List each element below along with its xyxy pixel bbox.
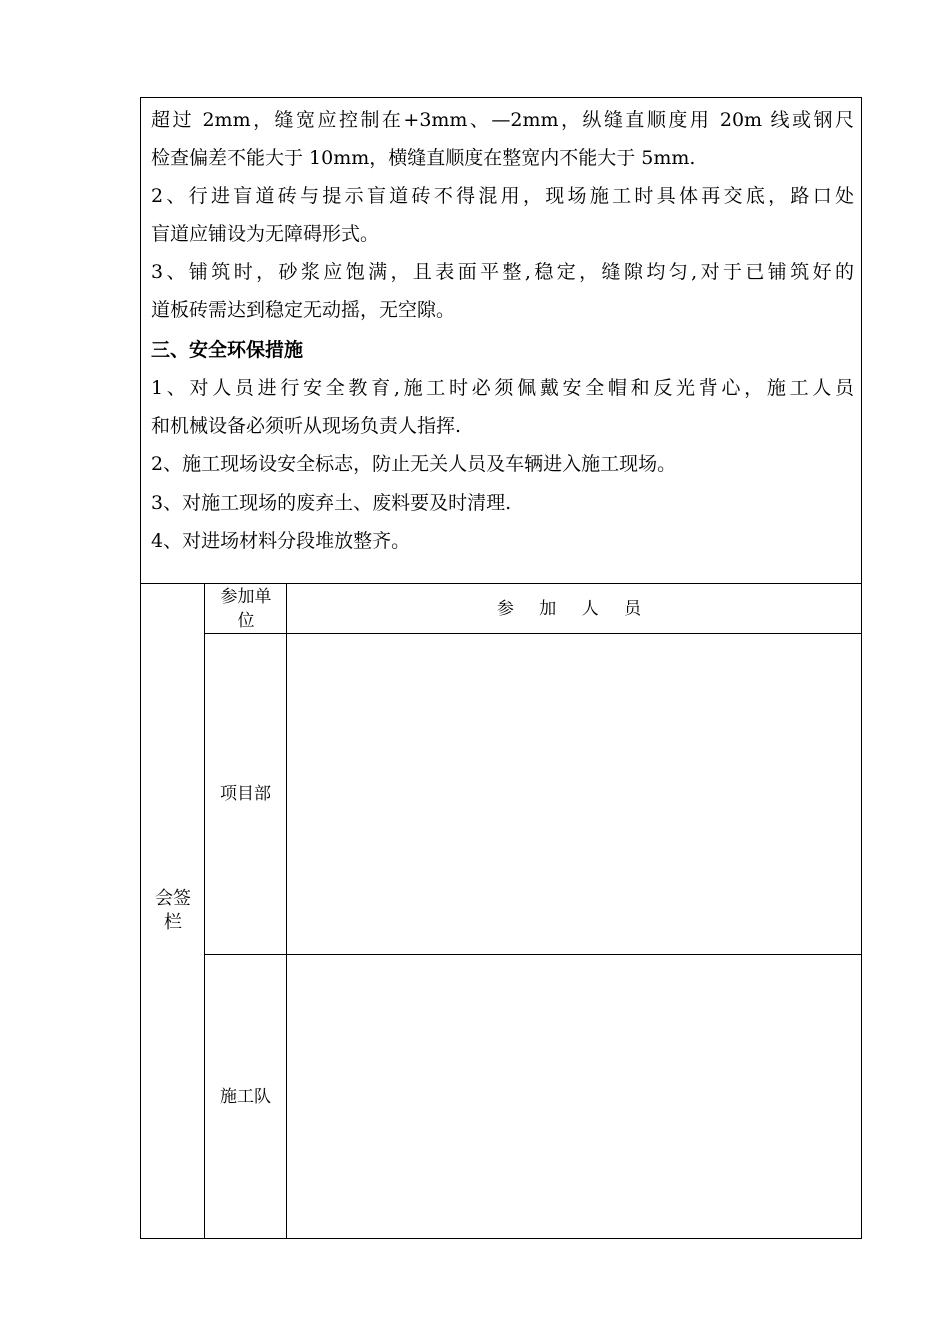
text-line: 2、施工现场设安全标志，防止无关人员及车辆进入施工现场。 xyxy=(151,453,677,475)
text-line: 和机械设备必须听从现场负责人指挥. xyxy=(151,415,462,437)
unit-header: 参加单位 xyxy=(220,586,272,631)
signature-area-project-dept[interactable] xyxy=(287,634,861,954)
text-line: 盲道应铺设为无障碍形式。 xyxy=(151,223,380,245)
text-line: 超过 2mm，缝宽应控制在+3mm、—2mm，纵缝直顺度用 20m 线或钢尺 xyxy=(151,109,854,131)
personnel-header: 参 加 人 员 xyxy=(496,598,652,619)
unit-construction-team: 施工队 xyxy=(220,1086,271,1107)
requirements-text xyxy=(141,98,861,583)
document-frame xyxy=(140,97,862,1239)
text-line: 1、对人员进行安全教育,施工时必须佩戴安全帽和反光背心，施工人员 xyxy=(151,377,854,399)
sign-side-label: 会签栏 xyxy=(155,888,191,933)
signature-area-construction-team[interactable] xyxy=(287,955,861,1238)
text-line: 3、对施工现场的废弃土、废料要及时清理. xyxy=(151,492,512,514)
text-line: 3、铺筑时，砂浆应饱满，且表面平整,稳定，缝隙均匀,对于已铺筑好的 xyxy=(151,261,854,283)
text-line: 4、对进场材料分段堆放整齐。 xyxy=(151,530,411,552)
unit-project-dept: 项目部 xyxy=(220,784,271,804)
text-line: 2、行进盲道砖与提示盲道砖不得混用，现场施工时具体再交底，路口处 xyxy=(151,185,854,207)
section-heading: 三、安全环保措施 xyxy=(151,339,304,361)
text-line: 道板砖需达到稳定无动摇，无空隙。 xyxy=(151,299,456,321)
text-line: 检查偏差不能大于 10mm，横缝直顺度在整宽内不能大于 5mm. xyxy=(151,147,696,169)
